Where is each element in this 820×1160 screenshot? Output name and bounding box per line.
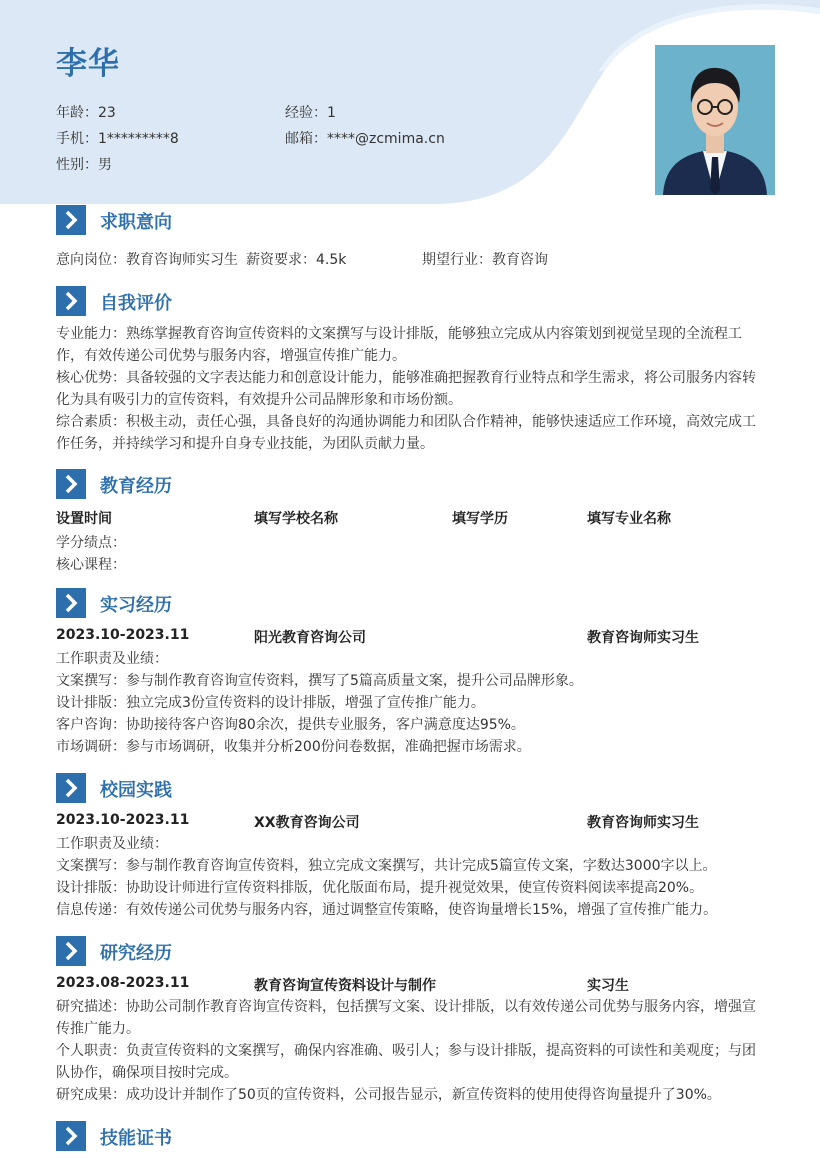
self-eval-paragraph: 核心优势：具备较强的文字表达能力和创意设计能力，能够准确把握教育行业特点和学生需求，将公司服务内容转化为具有吸引力的宣传资料，有效提升公司品牌形象和市场份额。 <box>56 370 756 408</box>
campus-line: 设计排版：协助设计师进行宣传资料排版，优化版面布局，提升视觉效果，使宣传资料阅读率提高20%。 <box>56 880 704 896</box>
chevron-right-icon <box>56 1121 86 1151</box>
campus-company: XX教育咨询公司 <box>254 815 360 831</box>
chevron-right-icon <box>56 773 86 803</box>
email-info: 邮箱：****@zcmima.cn <box>285 131 445 147</box>
section-title: 校园实践 <box>100 780 172 801</box>
internship-line: 客户咨询：协助接待客户咨询80余次，提供专业服务，客户满意度达95%。 <box>56 717 525 733</box>
research-project: 教育咨询宣传资料设计与制作 <box>254 978 436 994</box>
internship-date: 2023.10-2023.11 <box>56 627 190 643</box>
phone-info: 手机：1*********8 <box>56 131 179 147</box>
internship-line: 设计排版：独立完成3份宣传资料的设计排版，增强了宣传推广能力。 <box>56 695 485 711</box>
research-paragraph: 个人职责：负责宣传资料的文案撰写，确保内容准确、吸引人；参与设计排版，提高资料的可读性和美观度；与团队协作，确保项目按时完成。 <box>56 1043 756 1081</box>
section-title: 实习经历 <box>100 595 172 616</box>
intent-position: 意向岗位：教育咨询师实习生 <box>56 252 238 268</box>
candidate-name: 李华 <box>56 46 120 82</box>
research-paragraph: 研究描述：协助公司制作教育咨询宣传资料，包括撰写文案、设计排版，以有效传递公司优势与服务内容，增强宣传推广能力。 <box>56 999 756 1037</box>
section-title: 自我评价 <box>100 293 172 314</box>
chevron-right-icon <box>56 588 86 618</box>
chevron-right-icon <box>56 936 86 966</box>
internship-line: 市场调研：参与市场调研，收集并分析200份问卷数据，准确把握市场需求。 <box>56 739 531 755</box>
internship-line: 文案撰写：参与制作教育咨询宣传资料，撰写了5篇高质量文案，提升公司品牌形象。 <box>56 673 583 689</box>
gender-info: 性别：男 <box>56 157 112 173</box>
experience-info: 经验：1 <box>285 105 336 121</box>
campus-role: 教育咨询师实习生 <box>587 815 699 831</box>
age-info: 年龄：23 <box>56 105 116 121</box>
self-eval-paragraph: 综合素质：积极主动，责任心强，具备良好的沟通协调能力和团队合作精神，能够快速适应工作环境，高效完成工作任务，并持续学习和提升自身专业技能，为团队贡献力量。 <box>56 414 756 452</box>
campus-line: 信息传递：有效传递公司优势与服务内容，通过调整宣传策略，使咨询量增长15%，增强了宣传推广能力。 <box>56 902 718 918</box>
campus-line: 工作职责及业绩： <box>56 836 168 852</box>
chevron-right-icon <box>56 469 86 499</box>
education-time: 设置时间 <box>56 511 112 527</box>
education-degree: 填写学历 <box>452 511 508 527</box>
education-major: 填写专业名称 <box>587 511 671 527</box>
research-date: 2023.08-2023.11 <box>56 975 190 991</box>
profile-photo <box>655 45 775 195</box>
internship-line: 工作职责及业绩： <box>56 651 168 667</box>
section-title: 教育经历 <box>100 476 172 497</box>
internship-role: 教育咨询师实习生 <box>587 630 699 646</box>
campus-date: 2023.10-2023.11 <box>56 812 190 828</box>
section-title: 求职意向 <box>100 212 172 233</box>
intent-salary: 薪资要求：4.5k <box>246 252 347 268</box>
section-title: 技能证书 <box>100 1128 172 1149</box>
campus-line: 文案撰写：参与制作教育咨询宣传资料，独立完成文案撰写，共计完成5篇宣传文案，字数达3000字以上。 <box>56 858 717 874</box>
section-title: 研究经历 <box>100 943 172 964</box>
education-courses: 核心课程： <box>56 557 126 573</box>
research-paragraph: 研究成果：成功设计并制作了50页的宣传资料，公司报告显示，新宣传资料的使用使得咨询量提升了30%。 <box>56 1087 721 1103</box>
education-gpa: 学分绩点： <box>56 535 126 551</box>
research-role: 实习生 <box>587 978 629 994</box>
intent-industry: 期望行业：教育咨询 <box>422 252 548 268</box>
internship-company: 阳光教育咨询公司 <box>254 630 366 646</box>
chevron-right-icon <box>56 205 86 235</box>
chevron-right-icon <box>56 286 86 316</box>
self-eval-paragraph: 专业能力：熟练掌握教育咨询宣传资料的文案撰写与设计排版，能够独立完成从内容策划到视觉呈现的全流程工作，有效传递公司优势与服务内容，增强宣传推广能力。 <box>56 326 742 364</box>
education-school: 填写学校名称 <box>254 511 338 527</box>
